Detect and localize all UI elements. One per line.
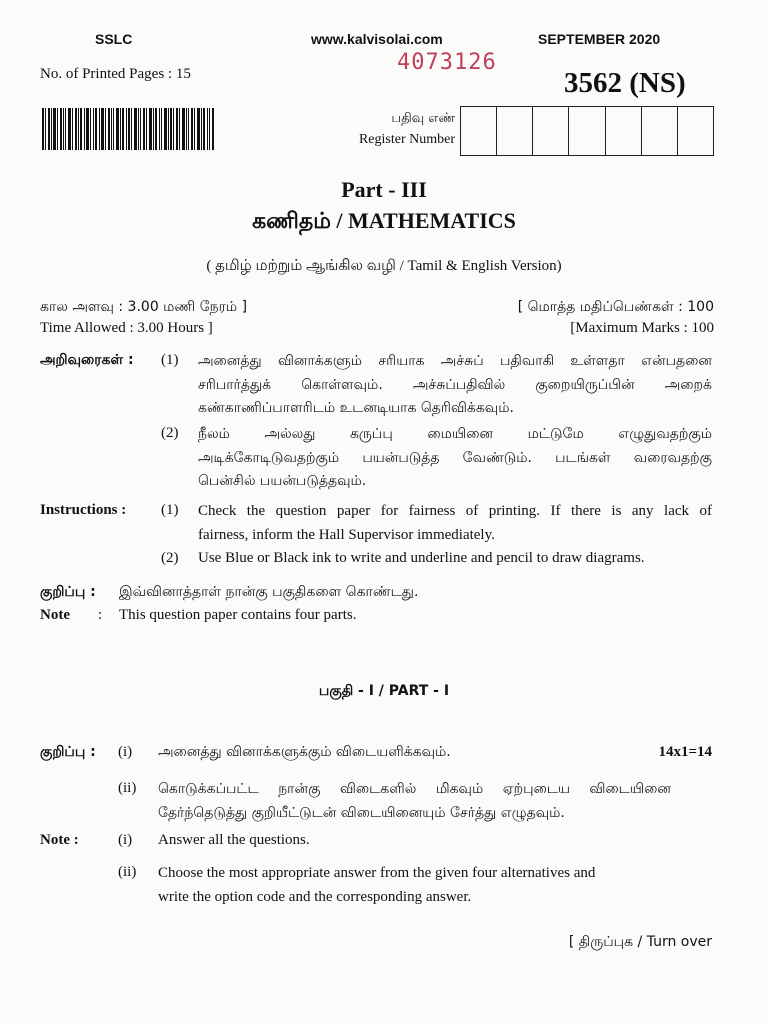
note-english-colon: :: [98, 607, 103, 623]
instruction-tamil-2: [198, 423, 712, 494]
part1-note-english-item-1: Answer all the questions.: [158, 832, 310, 848]
instruction-english-1-line: fairness, inform the Hall Supervisor immediately.: [198, 526, 495, 543]
instruction-tamil-2-line: நீலம் அல்லது கருப்பு மையினை மட்டுமே எழுதுவதற்கும்: [198, 426, 712, 442]
paper-code: 3562 (NS): [564, 67, 686, 99]
note-tamil-label: குறிப்பு :: [40, 584, 96, 600]
part1-marks: 14x1=14: [658, 744, 712, 760]
part-title: Part - III: [341, 177, 427, 202]
instruction-tamil-1: [198, 350, 712, 421]
part1-note-english-item-2: [158, 862, 678, 909]
time-tamil: கால அளவு : 3.00 மணி நேரம் ]: [40, 299, 248, 315]
register-number-boxes[interactable]: [460, 106, 714, 156]
instruction-tamil-1-line: கண்காணிப்பாளரிடம் உடனடியாக தெரிவிக்கவும்.: [198, 400, 514, 416]
printed-pages: No. of Printed Pages : 15: [40, 66, 191, 82]
note-english-text: This question paper contains four parts.: [119, 607, 357, 623]
instructions-english-label: Instructions :: [40, 502, 127, 518]
header-center: www.kalvisolai.com: [311, 31, 443, 47]
part1-note-tamil-number-1: (i): [118, 744, 133, 760]
register-digit-box[interactable]: [533, 107, 569, 155]
part1-note-tamil-label: குறிப்பு :: [40, 744, 96, 760]
part1-note-tamil-item-2-line: கொடுக்கப்பட்ட நான்கு விடைகளில் மிகவும் ஏற்புடைய விடையினை: [158, 781, 671, 797]
instruction-english-1-line: Check the question paper for fairness of printing. If there is any lack of: [198, 503, 712, 519]
register-label: [335, 108, 455, 150]
register-label-tamil: பதிவு எண்: [391, 111, 455, 126]
part1-note-tamil-item-2: [158, 778, 671, 825]
register-digit-box[interactable]: [497, 107, 533, 155]
register-digit-box[interactable]: [461, 107, 497, 155]
part1-note-english-label: Note :: [40, 832, 79, 848]
register-digit-box[interactable]: [569, 107, 605, 155]
part1-note-english-item-2-line: write the option code and the corresponding answer.: [158, 888, 472, 905]
note-english-label: Note: [40, 607, 70, 623]
part1-note-english-item-2-line: Choose the most appropriate answer from the given four alternatives and: [158, 865, 596, 881]
note-tamil-text: இவ்வினாத்தாள் நான்கு பகுதிகளை கொண்டது.: [119, 584, 419, 600]
marks-tamil: [ மொத்த மதிப்பெண்கள் : 100: [517, 299, 714, 315]
marks-english: [Maximum Marks : 100: [570, 320, 714, 336]
instructions-tamil-label: அறிவுரைகள் :: [40, 352, 134, 368]
instruction-english-2: Use Blue or Black ink to write and underline and pencil to draw diagrams.: [198, 550, 645, 566]
part1-note-english-number-2: (ii): [118, 864, 137, 880]
part1-note-tamil-item-2-line: தேர்ந்தெடுத்து குறியீட்டுடன் விடையினையும் சேர்த்து எழுதவும்.: [158, 804, 565, 821]
time-english: Time Allowed : 3.00 Hours ]: [40, 320, 213, 336]
register-digit-box[interactable]: [678, 107, 713, 155]
instruction-tamil-2-line: அடிக்கோடிடுவதற்கும் பயன்படுத்த வேண்டும். படங்கள் வரைவதற்கு: [198, 449, 712, 466]
instruction-english-1: [198, 500, 712, 547]
instruction-tamil-number-1: (1): [161, 352, 179, 368]
turn-over: [ திருப்புக / Turn over: [568, 934, 712, 950]
instruction-english-number-2: (2): [161, 550, 179, 566]
part1-note-tamil-item-1: அனைத்து வினாக்களுக்கும் விடையளிக்கவும்.: [158, 744, 451, 760]
version-line: ( தமிழ் மற்றும் ஆங்கில வழி / Tamil & English Version): [206, 258, 562, 274]
stamp-number: 4073126: [397, 50, 497, 75]
header-right: SEPTEMBER 2020: [538, 31, 661, 47]
part1-heading: பகுதி - I / PART - I: [318, 683, 450, 699]
part1-note-english-number-1: (i): [118, 832, 133, 848]
instruction-tamil-2-line: பென்சில் பயன்படுத்தவும்.: [198, 473, 367, 489]
register-digit-box[interactable]: [606, 107, 642, 155]
header-left: SSLC: [95, 31, 133, 47]
register-digit-box[interactable]: [642, 107, 678, 155]
instruction-tamil-1-line: அனைத்து வினாக்களும் சரியாக அச்சுப் பதிவாகி உள்ளதா என்பதனை: [198, 353, 712, 369]
register-label-english: Register Number: [358, 132, 455, 147]
part1-note-tamil-number-2: (ii): [118, 780, 137, 796]
instruction-english-number-1: (1): [161, 502, 179, 518]
subject-title: கணிதம் / MATHEMATICS: [252, 208, 516, 233]
instruction-tamil-number-2: (2): [161, 425, 179, 441]
barcode-image: [42, 108, 214, 150]
instruction-tamil-1-line: சரிபார்த்துக் கொள்ளவும். அச்சுப்பதிவில் குறையிருப்பின் அறைக்: [198, 376, 712, 393]
